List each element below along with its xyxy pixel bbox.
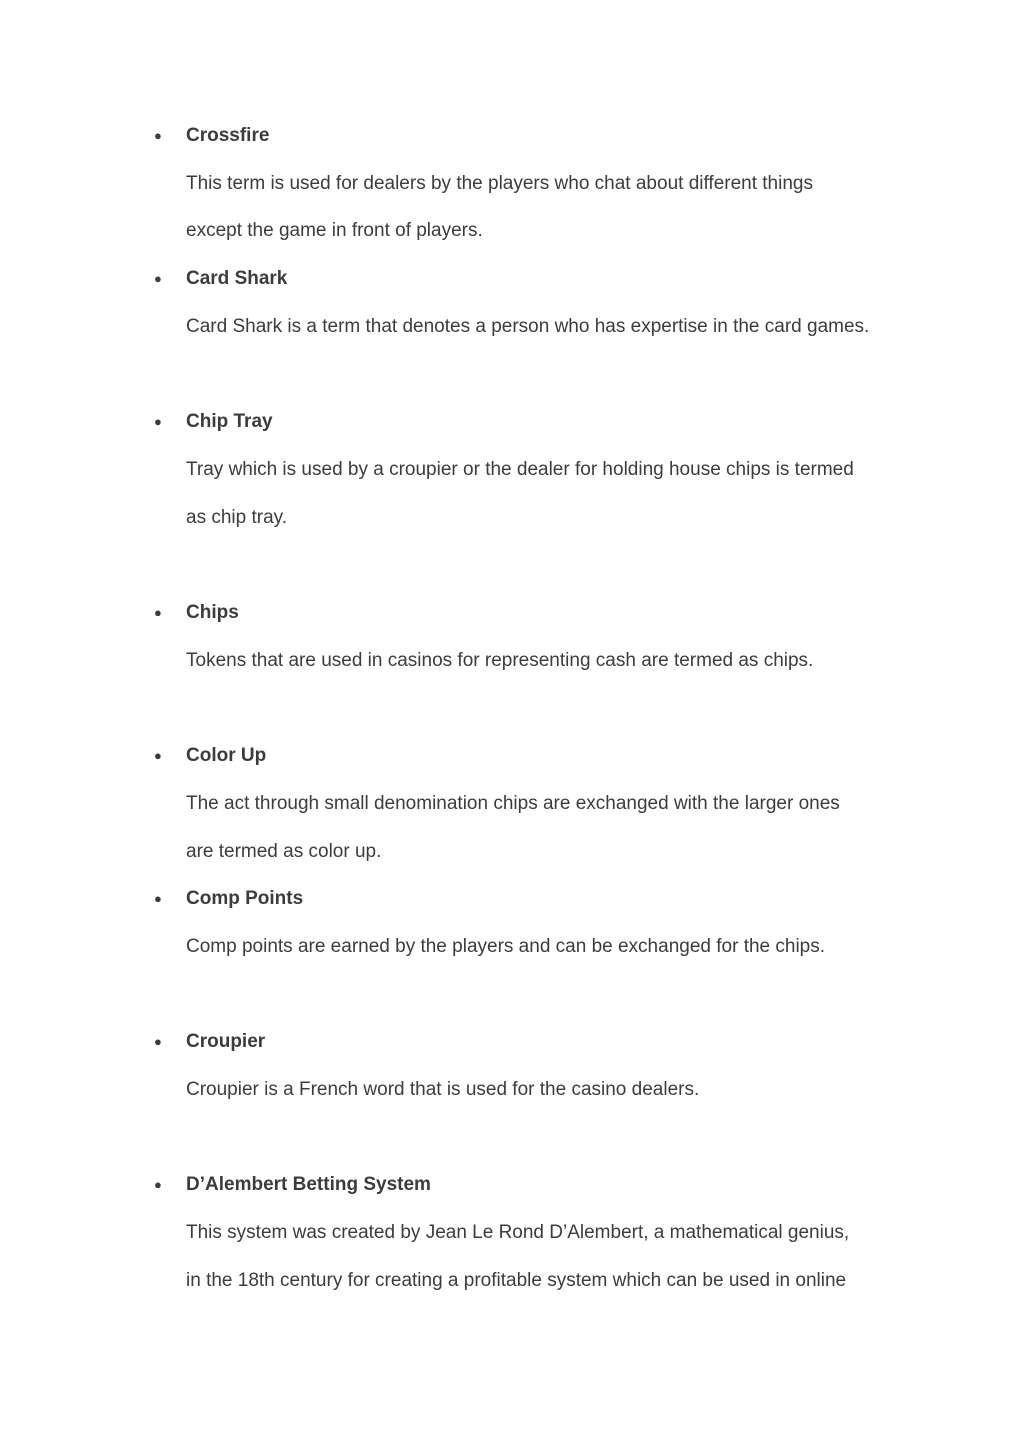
term-heading: Chip Tray xyxy=(186,411,273,432)
definition-line: Comp points are earned by the players and can be exchanged for the chips. xyxy=(186,936,826,957)
term-heading: Comp Points xyxy=(186,888,304,909)
bullet-icon: ● xyxy=(154,414,162,429)
bullet-icon: ● xyxy=(154,128,162,143)
term-heading: Croupier xyxy=(186,1031,266,1052)
definition-line: are termed as color up. xyxy=(186,841,382,862)
definition-line: Croupier is a French word that is used for the casino dealers. xyxy=(186,1079,700,1100)
term-row xyxy=(0,408,1024,436)
definition-line: Tray which is used by a croupier or the dealer for holding house chips is termed xyxy=(186,459,854,480)
bullet-icon: ● xyxy=(154,1034,162,1049)
bullet-icon: ● xyxy=(154,891,162,906)
term-row xyxy=(0,885,1024,913)
definition-line: as chip tray. xyxy=(186,507,288,528)
term-heading: D’Alembert Betting System xyxy=(186,1174,431,1195)
bullet-icon: ● xyxy=(154,271,162,286)
definition-line: Card Shark is a term that denotes a person who has expertise in the card games. xyxy=(186,316,870,337)
term-heading: Crossfire xyxy=(186,125,270,146)
term-row xyxy=(0,122,1024,150)
definition-line: Tokens that are used in casinos for representing cash are termed as chips. xyxy=(186,650,814,671)
term-row xyxy=(0,1028,1024,1056)
term-heading: Chips xyxy=(186,602,239,623)
definition-line: The act through small denomination chips are exchanged with the larger ones xyxy=(186,793,840,814)
definition-line: This term is used for dealers by the players who chat about different things xyxy=(186,173,813,194)
term-heading: Card Shark xyxy=(186,268,288,289)
term-row xyxy=(0,599,1024,627)
bullet-icon: ● xyxy=(154,605,162,620)
bullet-icon: ● xyxy=(154,748,162,763)
bullet-icon: ● xyxy=(154,1177,162,1192)
term-row xyxy=(0,1171,1024,1199)
term-heading: Color Up xyxy=(186,745,267,766)
term-row xyxy=(0,742,1024,770)
definition-line: in the 18th century for creating a profitable system which can be used in online xyxy=(186,1270,847,1291)
term-row xyxy=(0,265,1024,293)
definition-line: except the game in front of players. xyxy=(186,220,483,241)
definition-line: This system was created by Jean Le Rond D’Alembert, a mathematical genius, xyxy=(186,1222,850,1243)
